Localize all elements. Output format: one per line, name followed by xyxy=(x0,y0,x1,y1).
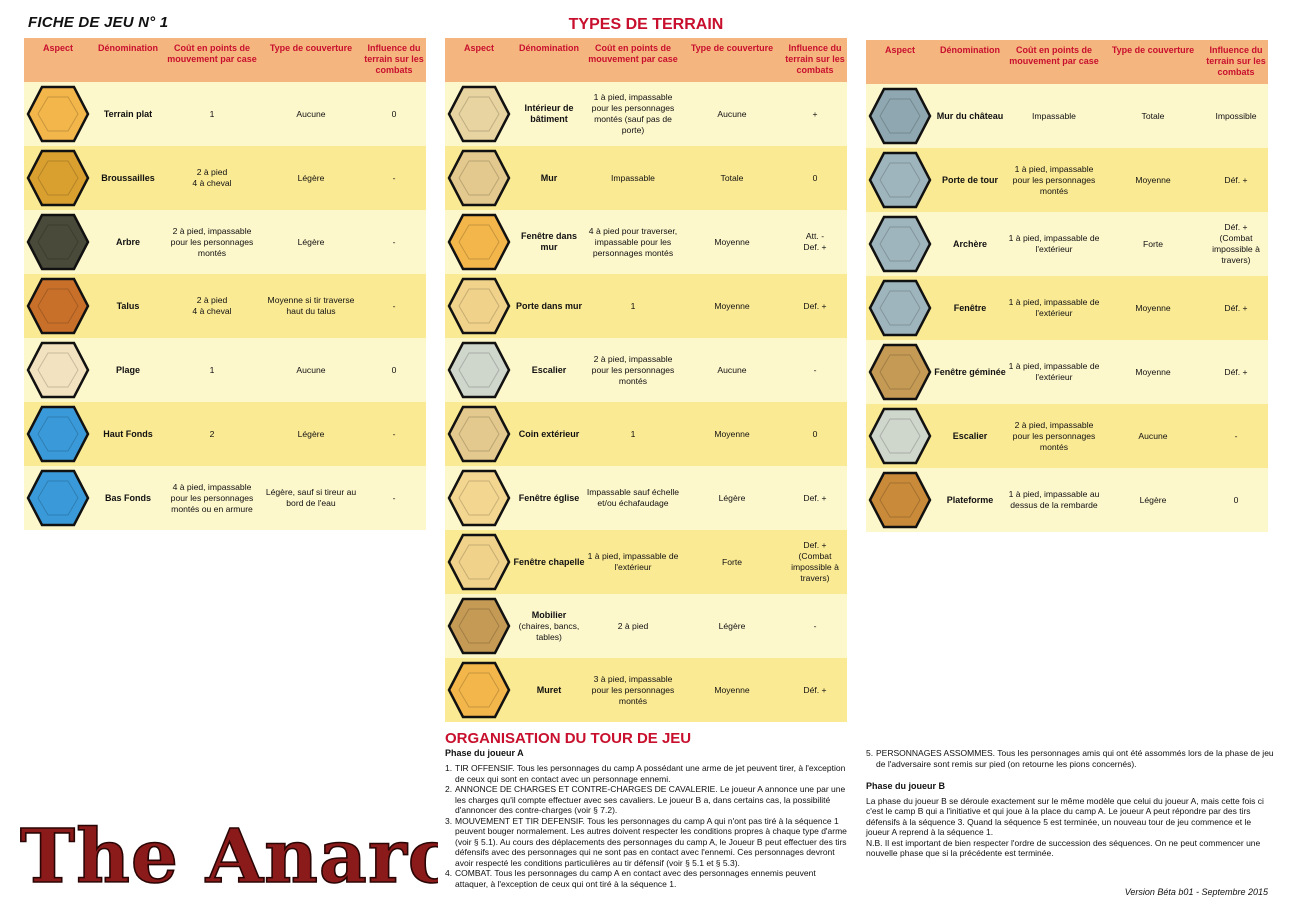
combat-influence: Déf. + xyxy=(1224,302,1248,313)
header-couverture: Type de couverture xyxy=(1111,45,1195,55)
movement-cost: 4 à pied pour traverser, impassable pour les personnages montés xyxy=(588,225,678,258)
combat-influence: 0 xyxy=(812,428,818,439)
table-row xyxy=(445,82,847,146)
tower-door-icon xyxy=(868,151,932,209)
combat-influence: - xyxy=(392,300,396,311)
terrain-name: Mobilier (chaires, bancs, tables) xyxy=(518,609,580,642)
combat-influence: - xyxy=(813,620,817,631)
header-denomination: Dénomination xyxy=(98,43,158,53)
cover-type: Légère xyxy=(297,428,325,439)
terrain-name: Escalier xyxy=(952,430,988,441)
main-title: TYPES DE TERRAIN xyxy=(568,16,724,33)
low-wall-icon xyxy=(447,661,511,719)
table-row xyxy=(866,404,1268,468)
header-couverture: Type de couverture xyxy=(269,43,353,53)
header-denomination: Dénomination xyxy=(940,45,1000,55)
combat-influence: Def. + xyxy=(803,492,827,503)
terrain-name: Mur xyxy=(540,172,558,183)
header-couverture: Type de couverture xyxy=(690,43,774,53)
brush-icon xyxy=(26,149,90,207)
combat-influence: 0 xyxy=(391,364,397,375)
table-row xyxy=(866,148,1268,212)
header-cout: Coût en points de mouvement par case xyxy=(167,43,257,64)
phase-b-title: Phase du joueur B xyxy=(866,781,946,791)
header-aspect: Aspect xyxy=(884,45,915,55)
table-row xyxy=(24,402,426,466)
combat-influence: - xyxy=(392,492,396,503)
table-row xyxy=(24,466,426,530)
table-header xyxy=(445,38,847,82)
table-row xyxy=(445,530,847,594)
wall-window-icon xyxy=(447,213,511,271)
movement-cost: 3 à pied, impassable pour les personnages montés xyxy=(591,673,675,706)
cover-type: Forte xyxy=(1142,238,1164,249)
table-row xyxy=(24,146,426,210)
step-3: 3. MOUVEMENT ET TIR DEFENSIF. Tous les personnages du camp A qui n'ont pas tiré à la séquence 1 peuvent bouger normalement. Les autres doivent respecter les conditions propres à chaque type d'arme (voir § 5.1). Au cours des déplacements des personnages du camp A, le Joueur B peut effectuer des tirs défensifs avec des personnages qui ne sont pas en contact avec l'ennemi. Ces personnages devront avoir respecté les conditions particulières au tir défensif (voir § 5.1 et § 5.3). xyxy=(445,815,847,868)
castle-stairs-icon xyxy=(868,407,932,465)
beach-icon xyxy=(26,341,90,399)
terrain-name: Escalier xyxy=(531,364,567,375)
terrain-name: Bas Fonds xyxy=(104,492,151,503)
terrain-name: Mur du château xyxy=(936,110,1004,121)
nb-text: N.B. Il est important de bien respecter l'ordre de succession des séquences. On ne peut commencer une nouvelle phase que si la précédente est terminée. xyxy=(866,837,1261,858)
cover-type: Légère xyxy=(1139,494,1167,505)
movement-cost: 1 xyxy=(209,364,215,375)
cover-type: Légère xyxy=(297,236,325,247)
sheet-title: FICHE DE JEU N° 1 xyxy=(28,14,169,31)
terrain-name: Talus xyxy=(116,300,140,311)
version-label: Version Béta b01 - Septembre 2015 xyxy=(1124,887,1268,897)
movement-cost: 1 à pied, impassable de l'extérieur xyxy=(1008,297,1100,318)
movement-cost: 1 à pied, impassable pour les personnages montés (sauf pas de porte) xyxy=(591,92,675,135)
building-interior-icon xyxy=(447,85,511,143)
cover-type: Moyenne xyxy=(714,428,750,439)
table-row xyxy=(445,402,847,466)
movement-cost: 1 xyxy=(630,428,636,439)
terrain-name: Porte dans mur xyxy=(515,300,582,311)
movement-cost: 1 à pied, impassable pour les personnages montés xyxy=(1012,163,1096,196)
terrain-name: Fenêtre géminée xyxy=(934,366,1006,377)
cover-type: Moyenne xyxy=(714,236,750,247)
furniture-icon xyxy=(447,597,511,655)
movement-cost: 2 à pied 4 à cheval xyxy=(192,295,232,316)
terrain-name: Intérieur de bâtiment xyxy=(524,103,574,124)
movement-cost: 1 xyxy=(630,300,636,311)
table-row xyxy=(445,594,847,658)
turn-organisation-title: ORGANISATION DU TOUR DE JEU xyxy=(445,730,692,747)
logo-text: The Anarc xyxy=(20,814,438,900)
the-anarchy-logo xyxy=(18,808,438,905)
wall-icon xyxy=(447,149,511,207)
cover-type: Aucune xyxy=(717,108,747,119)
movement-cost: 1 à pied, impassable de l'extérieur xyxy=(587,551,679,572)
platform-icon xyxy=(868,471,932,529)
church-window-icon xyxy=(447,469,511,527)
deep-water-icon xyxy=(26,469,90,527)
table-row xyxy=(866,340,1268,404)
combat-influence: Déf. + xyxy=(1224,174,1248,185)
table-row xyxy=(445,466,847,530)
header-influence: Influence du terrain sur les combats xyxy=(785,43,845,75)
combat-influence: - xyxy=(392,428,396,439)
movement-cost: 2 à pied 4 à cheval xyxy=(192,167,232,188)
movement-cost: 2 à pied, impassable pour les personnages montés xyxy=(1012,419,1096,452)
terrain-name: Broussailles xyxy=(101,172,155,183)
combat-influence: 0 xyxy=(391,108,397,119)
step-2: 2. ANNONCE DE CHARGES ET CONTRE-CHARGES DE CAVALERIE. Le joueur A annonce une par une les charges qu'il compte effectuer avec ses cavaliers. Le joueur B a, dans certains cas, la possibilité d'annoncer des contre-charges (voir § 7.2). xyxy=(445,784,846,815)
combat-influence: 0 xyxy=(812,172,818,183)
movement-cost: 1 à pied, impassable de l'extérieur xyxy=(1008,361,1100,382)
table-row xyxy=(866,276,1268,340)
twin-window-icon xyxy=(868,343,932,401)
terrain-name: Archère xyxy=(952,238,988,249)
cover-type: Légère xyxy=(297,172,325,183)
terrain-table-1 xyxy=(24,38,426,530)
movement-cost: 2 à pied, impassable pour les personnages montés xyxy=(170,225,254,258)
terrain-name: Plage xyxy=(115,364,140,375)
combat-influence: - xyxy=(392,172,396,183)
combat-influence: + xyxy=(812,108,818,119)
table-header xyxy=(866,40,1268,84)
header-cout: Coût en points de mouvement par case xyxy=(588,43,678,64)
terrain-name: Haut Fonds xyxy=(103,428,153,439)
combat-influence: Def. + xyxy=(803,300,827,311)
cover-type: Aucune xyxy=(296,108,326,119)
movement-cost: Impassable xyxy=(611,172,655,183)
table-row xyxy=(24,82,426,146)
movement-cost: Impassable sauf échelle et/ou échafaudage xyxy=(586,487,680,508)
cover-type: Moyenne xyxy=(714,300,750,311)
terrain-name: Muret xyxy=(536,684,562,695)
shallow-water-icon xyxy=(26,405,90,463)
movement-cost: 4 à pied, impassable pour les personnages montés ou en armure xyxy=(170,481,254,514)
header-cout: Coût en points de mouvement par case xyxy=(1009,45,1099,66)
header-aspect: Aspect xyxy=(42,43,73,53)
combat-influence: Déf. + xyxy=(1224,366,1248,377)
cover-type: Aucune xyxy=(1138,430,1168,441)
cover-type: Forte xyxy=(721,556,743,567)
movement-cost: 2 à pied xyxy=(617,620,649,631)
movement-cost: 1 à pied, impassable de l'extérieur xyxy=(1008,233,1100,254)
arrow-slit-icon xyxy=(868,215,932,273)
table-row xyxy=(866,468,1268,532)
terrain-name: Plateforme xyxy=(946,494,994,505)
step-1: 1. TIR OFFENSIF. Tous les personnages du camp A possédant une arme de jet peuvent tirer, à l'exception de ceux qui sont en contact avec un personnage ennemi. xyxy=(445,763,846,784)
cover-type: Légère xyxy=(718,492,746,503)
cover-type: Aucune xyxy=(717,364,747,375)
table-row xyxy=(445,274,847,338)
castle-wall-icon xyxy=(868,87,932,145)
header-aspect: Aspect xyxy=(463,43,494,53)
cover-type: Moyenne xyxy=(1135,366,1171,377)
table-row xyxy=(866,212,1268,276)
combat-influence: Impossible xyxy=(1215,110,1257,121)
combat-influence: - xyxy=(813,364,817,375)
cover-type: Moyenne si tir traverse haut du talus xyxy=(267,295,355,316)
table-row xyxy=(24,338,426,402)
slope-icon xyxy=(26,277,90,335)
terrain-name: Arbre xyxy=(115,236,140,247)
header-denomination: Dénomination xyxy=(519,43,579,53)
terrain-name: Fenêtre église xyxy=(518,492,580,503)
combat-influence: Def. + (Combat impossible à travers) xyxy=(791,540,839,583)
phase-b-section xyxy=(866,748,1276,859)
cover-type: Aucune xyxy=(296,364,326,375)
header-influence: Influence du terrain sur les combats xyxy=(364,43,424,75)
table-row xyxy=(445,338,847,402)
combat-influence: - xyxy=(1234,430,1238,441)
movement-cost: 1 à pied, impassable au dessus de la rembarde xyxy=(1008,489,1100,510)
terrain-table-3 xyxy=(866,40,1268,532)
chapel-window-icon xyxy=(447,533,511,591)
movement-cost: 2 à pied, impassable pour les personnages montés xyxy=(591,353,675,386)
flat-terrain-icon xyxy=(26,85,90,143)
terrain-name: Coin extérieur xyxy=(518,428,580,439)
table-row xyxy=(445,658,847,722)
cover-type: Moyenne xyxy=(714,684,750,695)
phase-a-title: Phase du joueur A xyxy=(445,748,524,758)
cover-type: Légère xyxy=(718,620,746,631)
movement-cost: 2 xyxy=(209,428,215,439)
table-row xyxy=(866,84,1268,148)
cover-type: Totale xyxy=(1141,110,1165,121)
header-influence: Influence du terrain sur les combats xyxy=(1206,45,1266,77)
cover-type: Moyenne xyxy=(1135,174,1171,185)
movement-cost: Impassable xyxy=(1032,110,1076,121)
combat-influence: Déf. + (Combat impossible à travers) xyxy=(1212,222,1260,265)
table-row xyxy=(24,210,426,274)
terrain-name: Terrain plat xyxy=(103,108,153,119)
step-5: 5. PERSONNAGES ASSOMMES. Tous les personnages amis qui ont été assommés lors de la phase de jeu de l'adversaire sont remis sur pied (on retourne les pions concernés). xyxy=(866,748,1274,769)
terrain-name: Porte de tour xyxy=(941,174,998,185)
outer-corner-icon xyxy=(447,405,511,463)
combat-influence: Att. - Def. + xyxy=(803,231,827,252)
table-row xyxy=(445,146,847,210)
terrain-name: Fenêtre chapelle xyxy=(513,556,585,567)
terrain-name: Fenêtre xyxy=(953,302,987,313)
wall-door-icon xyxy=(447,277,511,335)
castle-window-icon xyxy=(868,279,932,337)
terrain-table-2 xyxy=(445,38,847,722)
cover-type: Légère, sauf si tireur au bord de l'eau xyxy=(265,487,357,508)
combat-influence: Déf. + xyxy=(803,684,827,695)
phase-a-steps xyxy=(445,763,847,889)
cover-type: Totale xyxy=(720,172,744,183)
phase-b-text: La phase du joueur B se déroule exactement sur le même modèle que celui du joueur A, mais cette fois ci c'est le camp B qui a l'initiative et qui joue à la place du camp A. Le joueur A peut répondre par des tirs défensifs à la séquence 3. Quand la séquence 5 est terminée, un nouveau tour de jeu commence et le joueur A reprend à la séquence 1. xyxy=(866,795,1264,837)
terrain-name: Fenêtre dans mur xyxy=(520,231,578,252)
tree-icon xyxy=(26,213,90,271)
combat-influence: - xyxy=(392,236,396,247)
combat-influence: 0 xyxy=(1233,494,1239,505)
table-row xyxy=(445,210,847,274)
movement-cost: 1 xyxy=(209,108,215,119)
cover-type: Moyenne xyxy=(1135,302,1171,313)
table-row xyxy=(24,274,426,338)
stairs-icon xyxy=(447,341,511,399)
table-header xyxy=(24,38,426,82)
step-4: 4. COMBAT. Tous les personnages du camp A en contact avec des personnages ennemis peuvent attaquer, à l'exception de ceux qui ont tiré à la séquence 1. xyxy=(445,868,816,889)
